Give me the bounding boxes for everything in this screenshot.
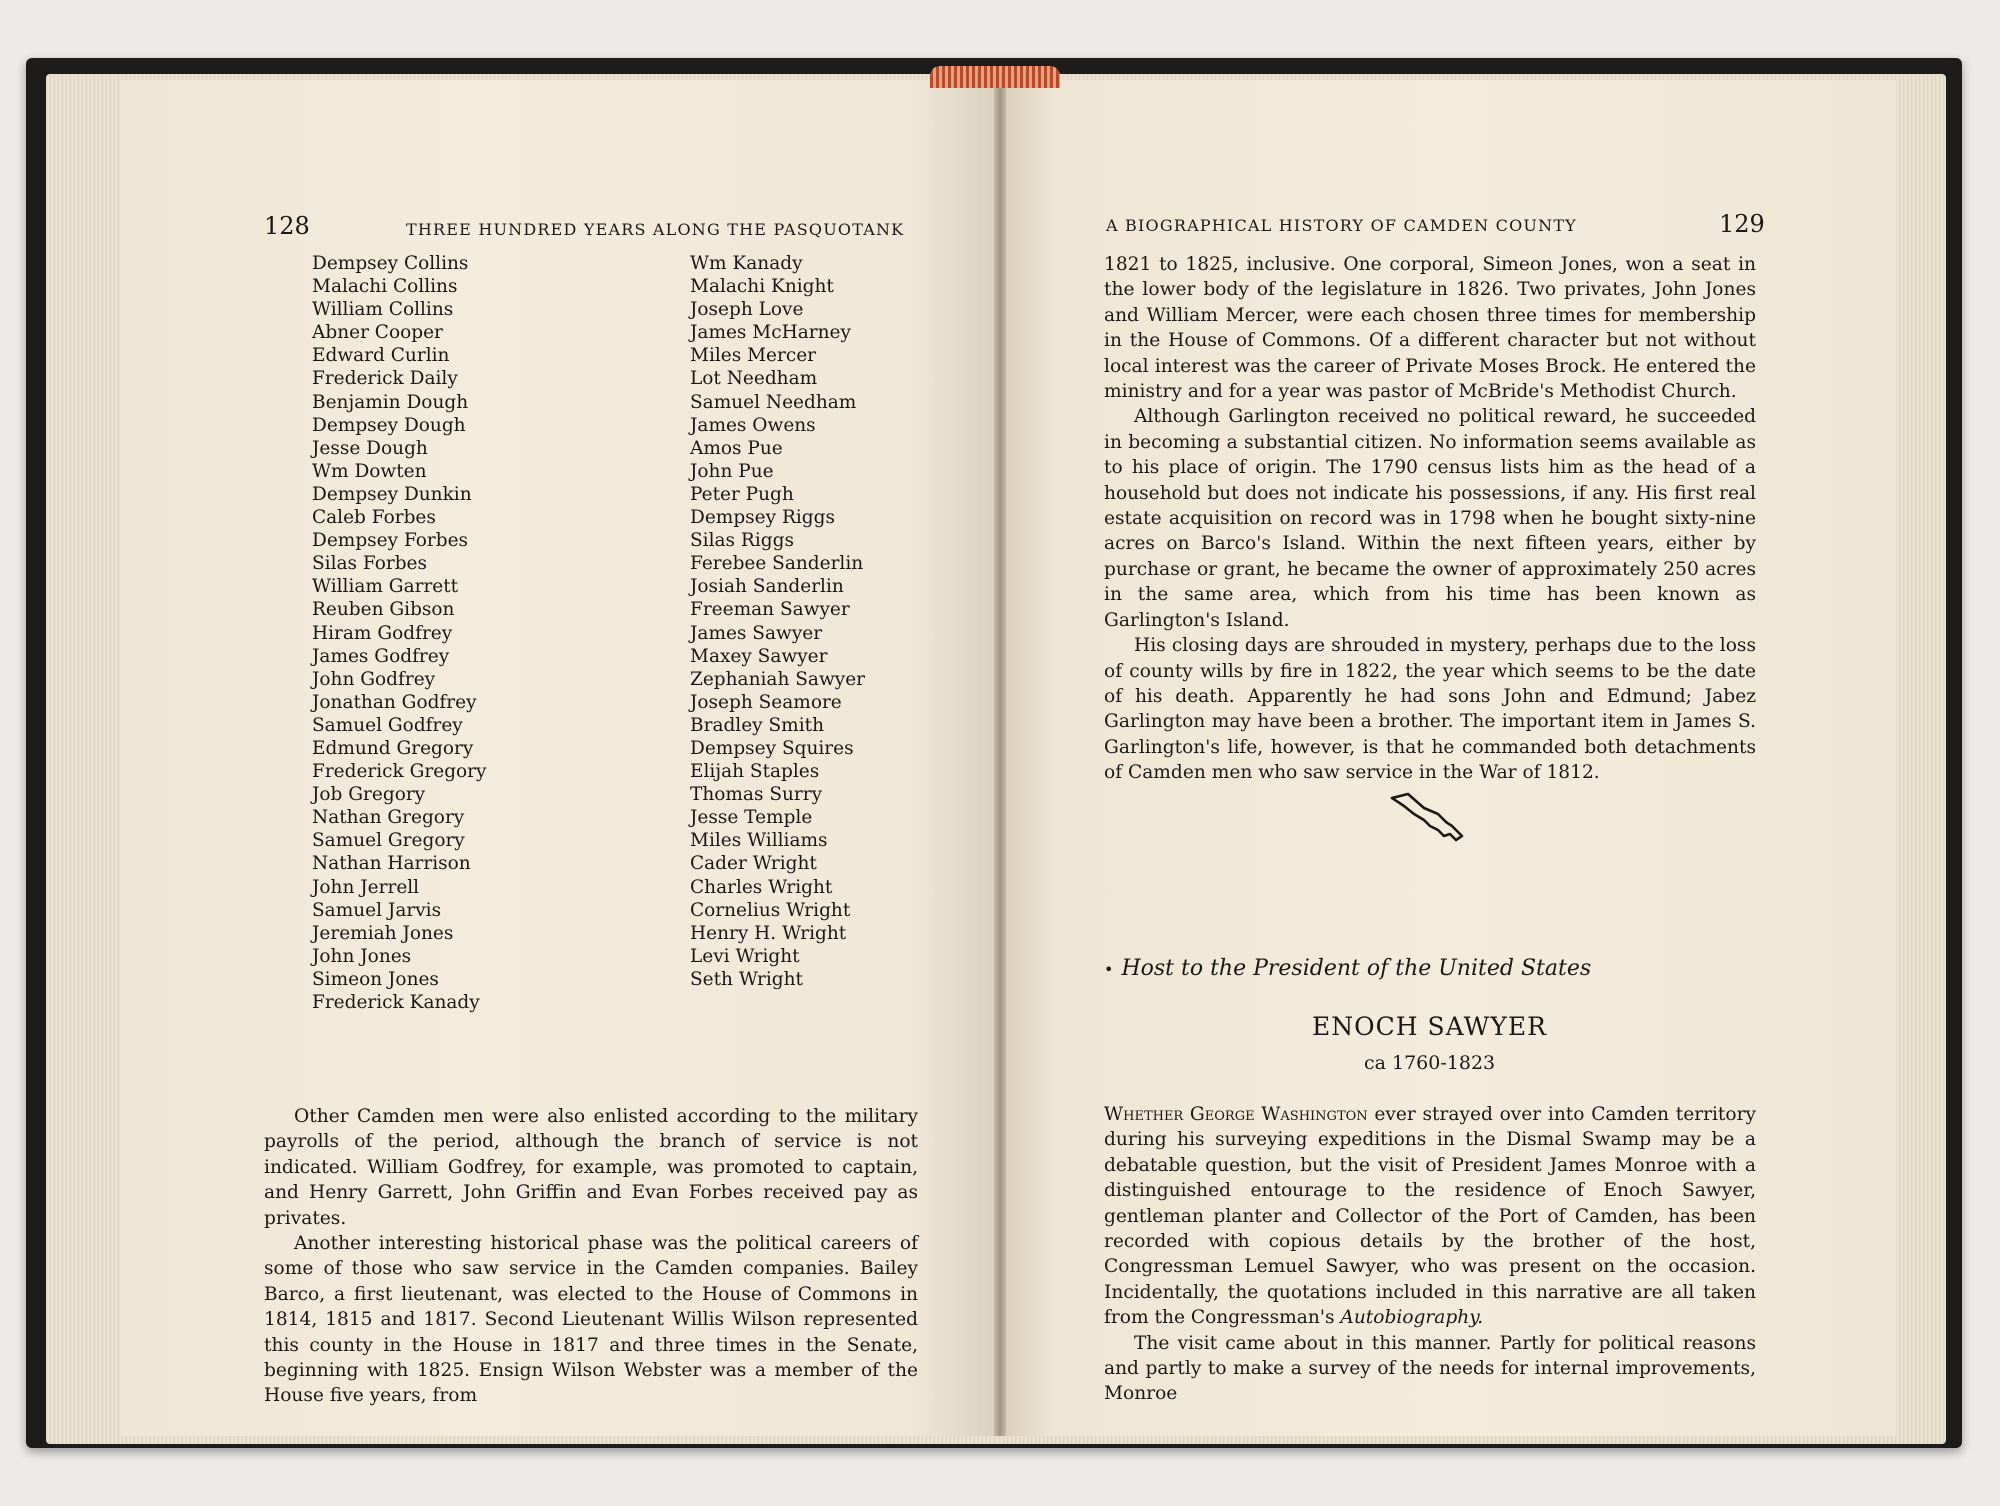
roster-name: Levi Wright [690, 945, 800, 967]
roster-name: Wm Kanady [690, 253, 803, 274]
roster-name: Samuel Needham [690, 391, 857, 413]
roster-name: Elijah Staples [690, 761, 820, 783]
left-page [120, 80, 1000, 1436]
roster-name: Freeman Sawyer [690, 599, 850, 621]
roster-name: Dempsey Dunkin [312, 483, 472, 505]
right-paragraph-2: Although Garlington received no political reward, he succeeded in becoming a substantial citizen. No information seems available as to his place of origin. The 1790 census lists him as the head of a household but does not indicate his possessions, if any. His first real estate acquisition on record was in 1798 when he bought sixty-nine acres on Barco's Island. Within the next fifteen years, either by purchase or grant, he became the owner of approximately 250 acres in the same area, which from his time has been known as Garlington's Island. [1104, 406, 1756, 631]
roster-name: Miles Mercer [690, 345, 816, 367]
right-body-text-bottom [1104, 1102, 1756, 1407]
paragraph-4-text: ever strayed over into Camden territory during his surveying expeditions in the Dismal Swamp may be a debatable question, but the visit of President James Monroe with a distinguished entourage to the residence of Enoch Sawyer, gentleman planter and Collector of the Port of Camden, has been recorded with copious details by the brother of the host, Congressman Lemuel Sawyer, who was present on the occasion. Incidentally, the quotations included in this narrative are all taken from the Congressman's [1104, 1104, 1756, 1329]
camden-county-map-icon [1390, 792, 1466, 842]
roster-name: James McHarney [690, 322, 851, 344]
bullet-glyph: • [1104, 960, 1114, 979]
roster-name: Wm Dowten [312, 460, 427, 482]
names-column-1 [312, 252, 486, 1014]
roster-name: William Collins [312, 299, 454, 321]
roster-name: Benjamin Dough [312, 391, 469, 413]
roster-name: Caleb Forbes [312, 507, 436, 529]
roster-name: Edmund Gregory [312, 737, 474, 759]
roster-name: Jesse Temple [690, 807, 813, 829]
roster-name: John Godfrey [312, 668, 436, 690]
running-head-left: THREE HUNDRED YEARS ALONG THE PASQUOTANK [406, 220, 905, 239]
roster-name: Jonathan Godfrey [312, 691, 477, 713]
right-page [1000, 80, 1896, 1436]
left-paragraph-1: Other Camden men were also enlisted according to the military payrolls of the period, although the branch of service is not indicated. William Godfrey, for example, was promoted to captain, and Henry Garrett, John Griffin and Evan Forbes received pay as privates. [264, 1106, 918, 1229]
right-paragraph-1: 1821 to 1825, inclusive. One corporal, Simeon Jones, won a seat in the lower body of the legislature in 1826. Two privates, John Jones and William Mercer, were each chosen three times for membership in the House of Commons. Of a different character but not without local interest was the career of Private Moses Brock. He entered the ministry and for a year was pastor of McBride's Methodist Church. [1104, 254, 1756, 403]
roster-name: Frederick Kanady [312, 992, 480, 1013]
roster-name: Job Gregory [312, 784, 426, 806]
roster-name: Bradley Smith [690, 714, 824, 736]
spine-headband [930, 66, 1060, 88]
roster-name: Jesse Dough [312, 437, 428, 459]
section-title-text: Host to the President of the United States [1121, 956, 1592, 981]
page-number-left: 128 [264, 212, 310, 240]
roster-name: James Owens [690, 414, 816, 436]
roster-name: Samuel Gregory [312, 830, 465, 852]
roster-name: James Godfrey [312, 645, 450, 667]
roster-name: Maxey Sawyer [690, 645, 828, 667]
roster-name: Cader Wright [690, 853, 817, 875]
roster-name: James Sawyer [690, 622, 823, 644]
roster-name: Charles Wright [690, 876, 833, 898]
running-head-right: A BIOGRAPHICAL HISTORY OF CAMDEN COUNTY [1106, 216, 1577, 235]
book-gutter [994, 80, 1006, 1436]
roster-name: Joseph Love [690, 299, 804, 321]
roster-name: Dempsey Riggs [690, 507, 835, 529]
lead-smallcaps: Whether George Washington [1104, 1104, 1368, 1125]
right-body-text-top [1104, 252, 1756, 786]
roster-name: Peter Pugh [690, 483, 794, 505]
roster-name: Silas Riggs [690, 530, 794, 552]
roster-name: Edward Curlin [312, 345, 450, 367]
chapter-name: ENOCH SAWYER [1312, 1012, 1547, 1041]
roster-name: Silas Forbes [312, 553, 428, 575]
roster-name: Josiah Sanderlin [690, 576, 844, 598]
roster-name: Lot Needham [690, 368, 818, 390]
section-title [1104, 956, 1591, 981]
roster-name: Malachi Knight [690, 276, 834, 298]
left-paragraph-2: Another interesting historical phase was the political careers of some of those who saw service in the Camden companies. Bailey Barco, a first lieutenant, was elected to the House of Commons in 1814, 1815 and 1817. Second Lieutenant Willis Wilson represented this county in the House in 1817 and three times in the Senate, beginning with 1825. Ensign Wilson Webster was a member of the House five years, from [264, 1233, 918, 1407]
roster-name: John Pue [690, 460, 774, 482]
roster-name: Nathan Harrison [312, 853, 471, 875]
right-paragraph-5: The visit came about in this manner. Partly for political reasons and partly to make a survey of the needs for internal improvements, Monroe [1104, 1332, 1756, 1405]
roster-name: Cornelius Wright [690, 899, 851, 921]
roster-name: Thomas Surry [690, 784, 823, 806]
roster-name: Miles Williams [690, 830, 828, 852]
roster-name: Samuel Godfrey [312, 714, 463, 736]
roster-name: Henry H. Wright [690, 922, 847, 944]
right-paragraph-4 [1104, 1102, 1756, 1331]
right-paragraph-3: His closing days are shrouded in mystery, perhaps due to the loss of county wills by fire in 1822, the year which seems to be the date of his death. Apparently he had sons John and Edmund; Jabez Garlington may have been a brother. The important item in James S. Garlington's life, however, is that he commanded both detachments of Camden men who saw service in the War of 1812. [1104, 635, 1756, 784]
roster-name: William Garrett [312, 576, 459, 598]
roster-name: Ferebee Sanderlin [690, 553, 864, 575]
roster-name: John Jerrell [312, 876, 420, 898]
names-column-2 [690, 252, 865, 991]
roster-name: Dempsey Collins [312, 253, 469, 274]
roster-name: Amos Pue [690, 437, 783, 459]
roster-name: Dempsey Forbes [312, 530, 469, 552]
chapter-dates: ca 1760-1823 [1364, 1052, 1496, 1074]
roster-name: Seth Wright [690, 968, 803, 990]
roster-name: Frederick Gregory [312, 761, 487, 783]
left-body-text [264, 1104, 918, 1409]
roster-name: Malachi Collins [312, 276, 458, 298]
roster-name: Dempsey Squires [690, 737, 854, 759]
autobiography-title: Autobiography. [1340, 1307, 1484, 1329]
roster-name: Abner Cooper [312, 322, 443, 344]
roster-name: Joseph Seamore [690, 691, 842, 713]
roster-name: Jeremiah Jones [312, 922, 454, 944]
roster-name: John Jones [312, 945, 412, 967]
page-number-right: 129 [1719, 210, 1765, 238]
roster-name: Reuben Gibson [312, 599, 455, 621]
roster-name: Simeon Jones [312, 968, 439, 990]
roster-name: Nathan Gregory [312, 807, 465, 829]
roster-name: Samuel Jarvis [312, 899, 442, 921]
roster-name: Dempsey Dough [312, 414, 466, 436]
roster-name: Hiram Godfrey [312, 622, 453, 644]
roster-name: Frederick Daily [312, 368, 458, 390]
roster-name: Zephaniah Sawyer [690, 668, 866, 690]
